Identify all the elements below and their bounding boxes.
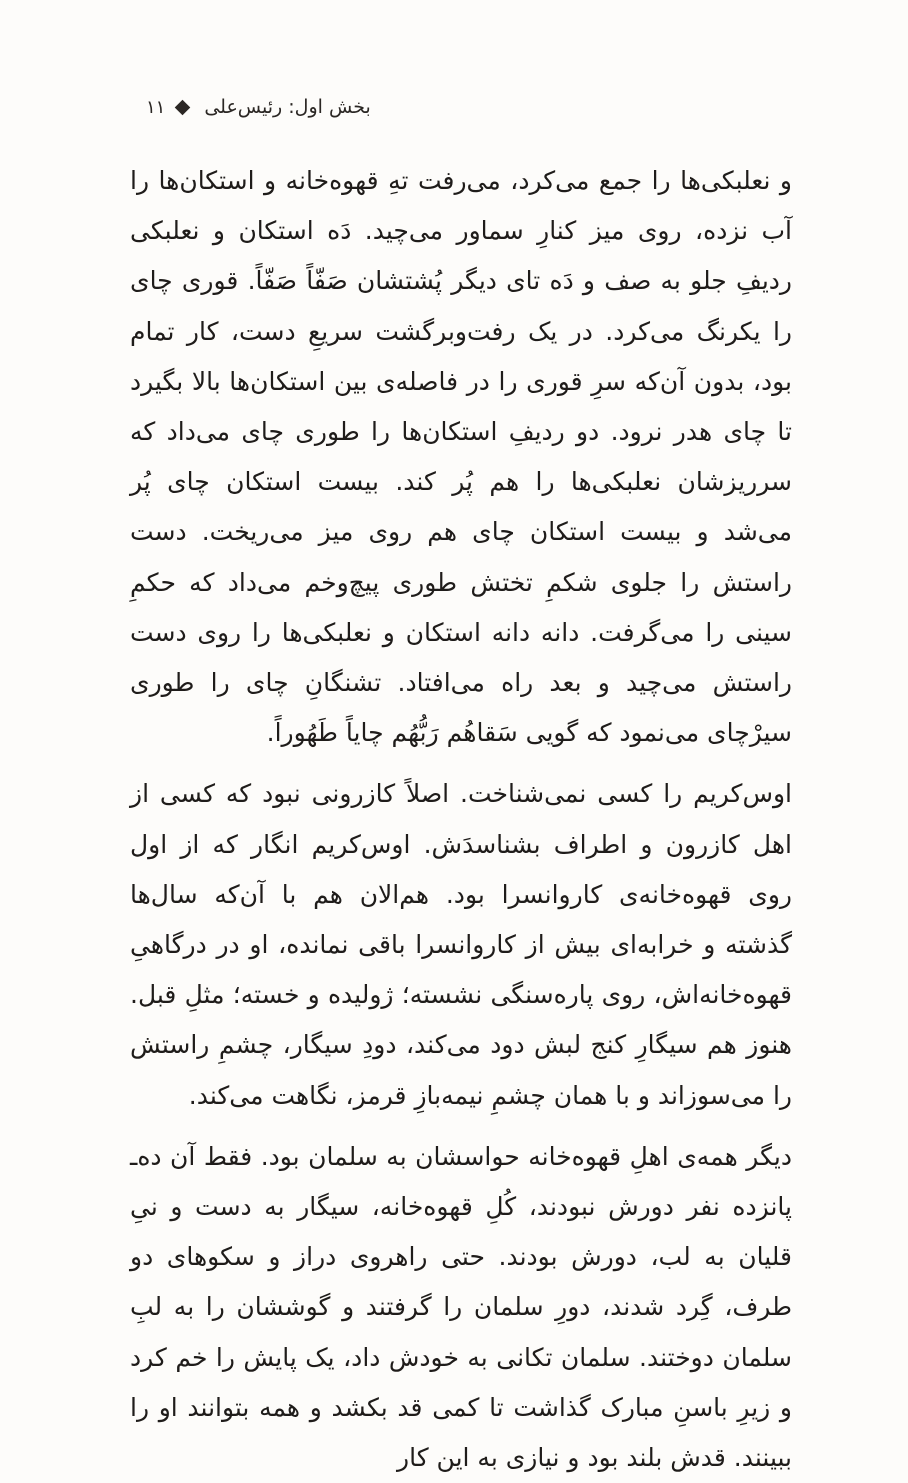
- paragraph: و نعلبکی‌ها را جمع می‌کرد، می‌رفت تهِ قهوه‌خانه و استکان‌ها را آب نزده، روی میز کنارِ سماور می‌چید. دَه استکان و نعلبکی ردیفِ جلو به صف و دَه تای دیگر پُشتشان صَفّاً صَفّاً. قوری چای را یکرنگ می‌کرد. در یک رفت‌وبرگشت سریعِ دست، کار تمام بود، بدون آن‌که سرِ قوری را در فاصله‌ی بین استکان‌ها بالا بگیرد تا چای هدر نرود. دو ردیفِ استکان‌ها را طوری چای می‌داد که سرریزشان نعلبکی‌ها را هم پُر کند. بیست استکان چای پُر می‌شد و بیست استکان چای هم روی میز می‌ریخت. دست راستش را جلوی شکمِ تختش طوری پیچ‌وخم می‌داد که حکمِ سینی را می‌گرفت. دانه دانه استکان و نعلبکی‌ها را روی دست راستش می‌چید و بعد راه می‌افتاد. تشنگانِ چای را طوری سیرْچای می‌نمود که گویی سَقاهُم رَبُّهُم چایاً طَهُوراً.: [130, 166, 792, 748]
- page-number: ۱۱: [146, 96, 166, 118]
- diamond-ornament-icon: [175, 100, 191, 116]
- running-title: بخش اول: رئیس‌علی: [204, 96, 371, 118]
- running-head: [146, 96, 371, 118]
- paragraph: دیگر همه‌ی اهلِ قهوه‌خانه حواسشان به سلمان بود. فقط آن ده‌ـ پانزده نفر دورش نبودند، کُلِ قهوه‌خانه، سیگار به دست و نیِ قلیان به لب، دورش بودند. حتی راهروی دراز و سکوهای دو طرف، گِرد شدند، دورِ سلمان را گرفتند و گوششان را به لبِ سلمان دوختند. سلمان تکانی به خودش داد، یک پایش را خم کرد و زیرِ باسنِ مبارک گذاشت تا کمی قد بکشد و همه بتوانند او را ببینند. قدش بلند بود و نیازی به این کار: [130, 1141, 792, 1473]
- paragraph: اوس‌کریم را کسی نمی‌شناخت. اصلاً کازرونی نبود که کسی از اهل کازرون و اطراف بشناسدَش. اوس‌کریم انگار که از اول روی قهوه‌خانه‌ی کاروانسرا بود. هم‌الان هم با آن‌که سال‌ها گذشته و خرابه‌ای بیش از کاروانسرا باقی نمانده، او در درگاهیِ قهوه‌خانه‌اش، روی پاره‌سنگی نشسته؛ ژولیده و خسته؛ مثلِ قبل. هنوز هم سیگارِ کنج لبش دود می‌کند، دودِ سیگار، چشمِ راستش را می‌سوزاند و با همان چشمِ نیمه‌بازِ قرمز، نگاهت می‌کند.: [130, 779, 792, 1110]
- body-text: [130, 156, 792, 1483]
